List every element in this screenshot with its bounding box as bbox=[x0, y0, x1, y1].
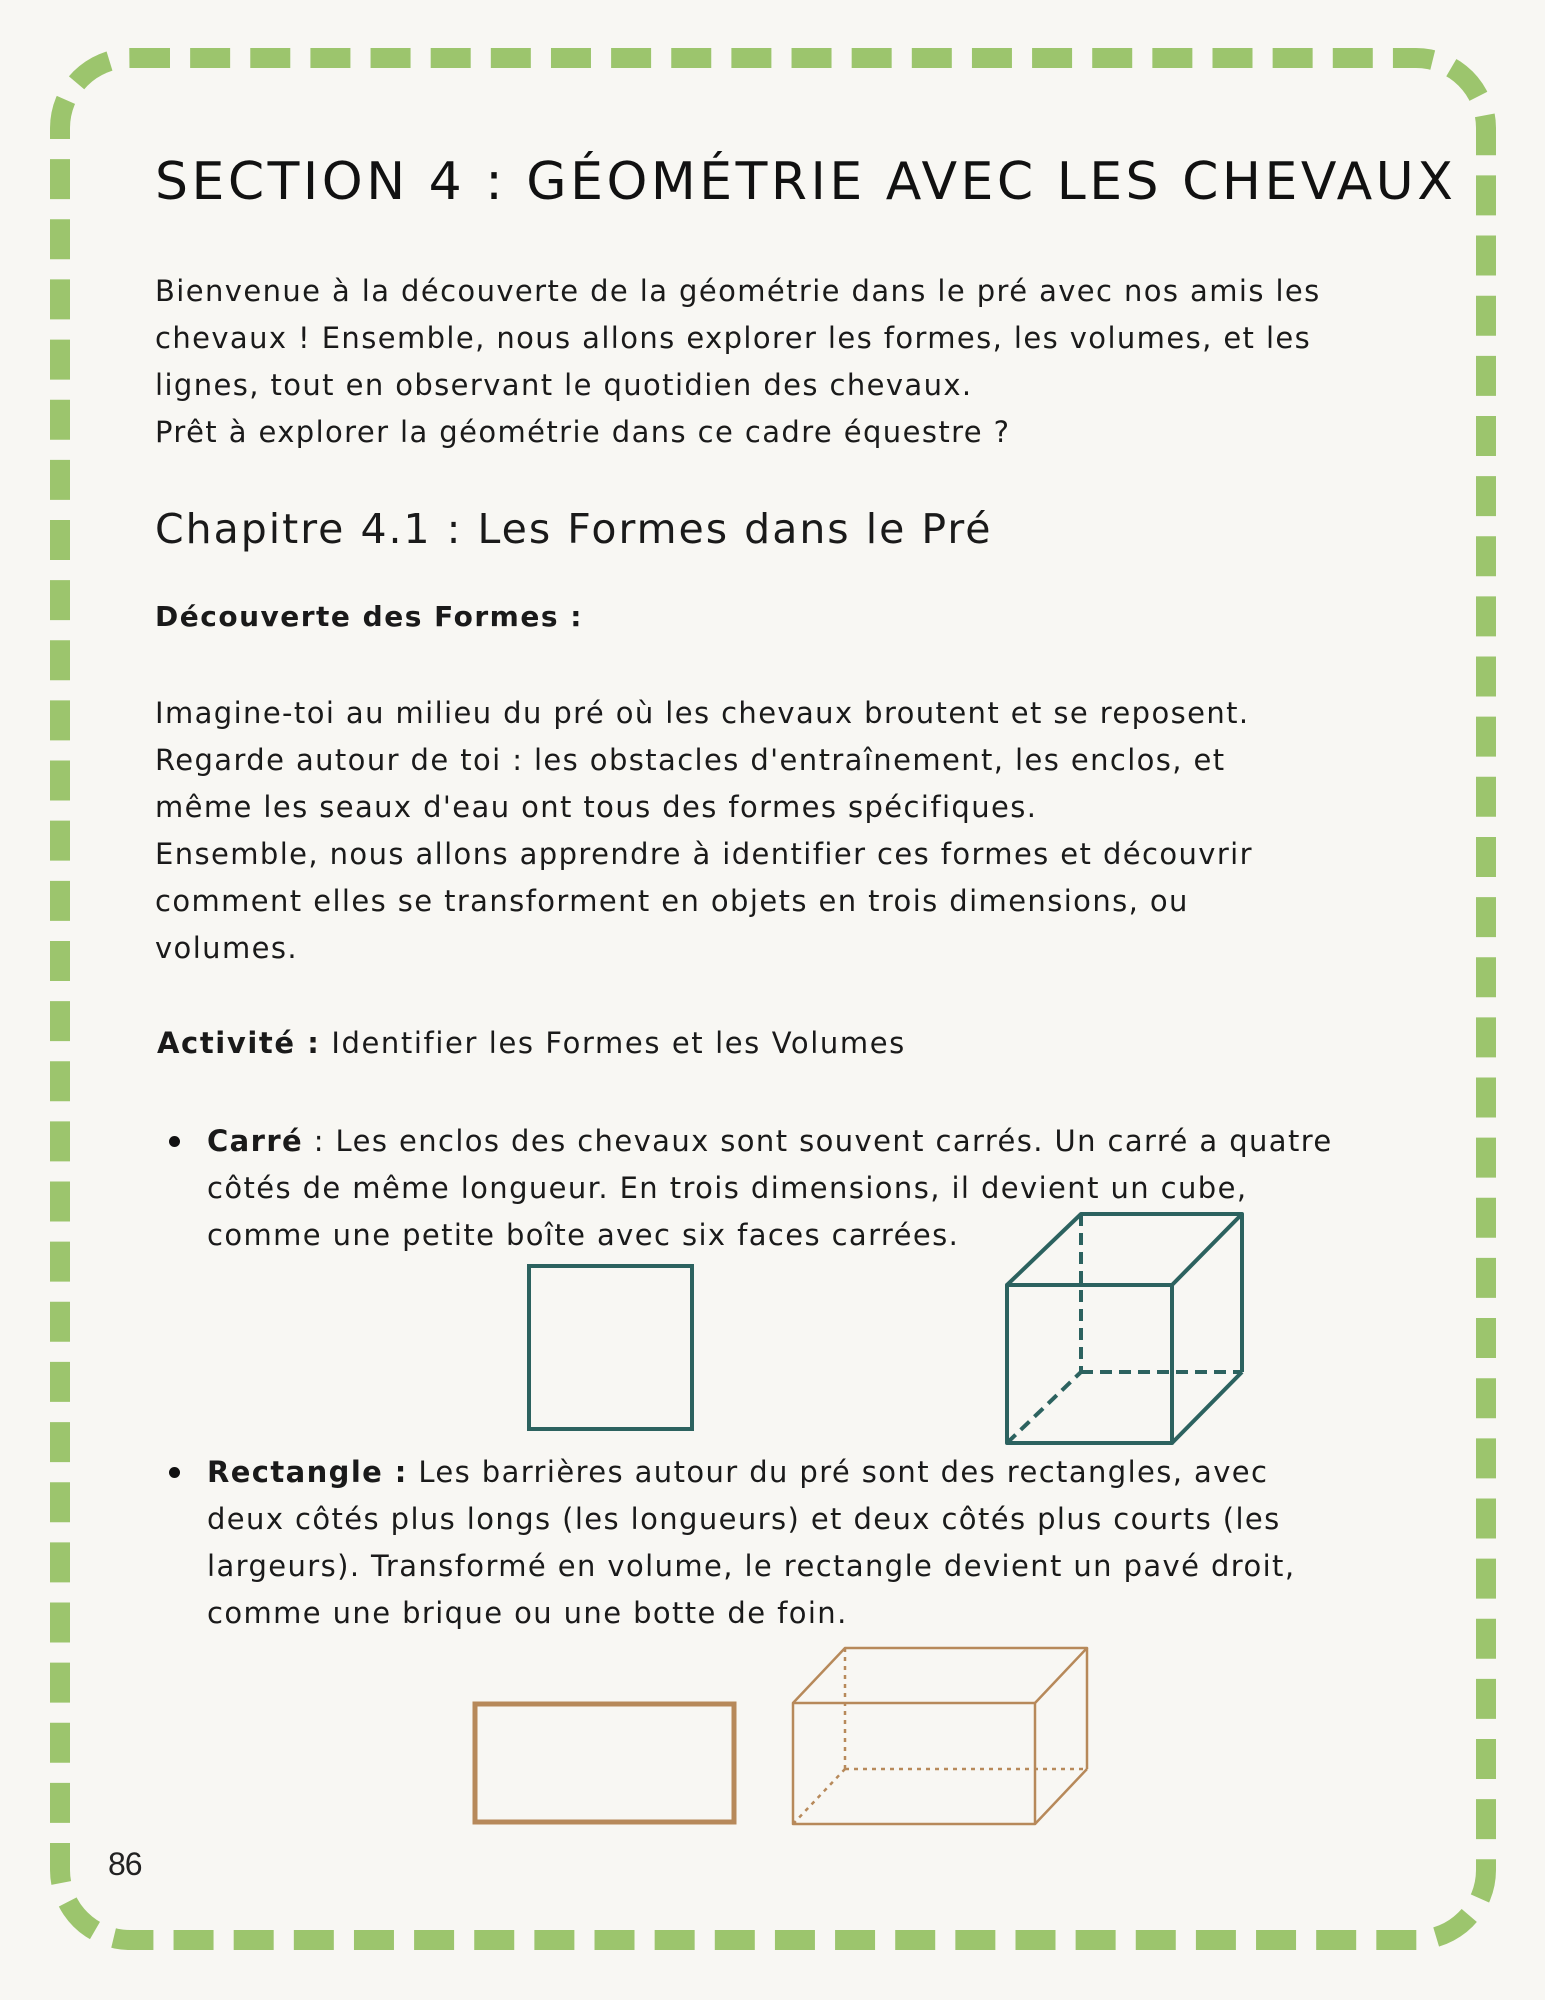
rectangle-illustration bbox=[472, 1701, 738, 1826]
cuboid-front-face bbox=[793, 1703, 1035, 1824]
discovery-line: Ensemble, nous allons apprendre à identifier ces formes et découvrir bbox=[155, 837, 1253, 871]
cube-hidden-edge bbox=[1007, 1372, 1081, 1443]
discovery-paragraph bbox=[155, 690, 1405, 972]
page-number: 86 bbox=[108, 1846, 142, 1882]
bullet-line: largeurs). Transformé en volume, le rectangle devient un pavé droit, bbox=[207, 1549, 1296, 1583]
activity-label: Activité : bbox=[157, 1026, 321, 1060]
bullet-text bbox=[207, 1449, 1397, 1637]
discovery-heading: Découverte des Formes : bbox=[155, 600, 583, 633]
discovery-line: volumes. bbox=[155, 931, 298, 965]
section-title: SECTION 4 : GÉOMÉTRIE AVEC LES CHEVAUX bbox=[155, 152, 1457, 212]
square-illustration bbox=[525, 1262, 697, 1434]
bullet-line: comme une brique ou une botte de foin. bbox=[207, 1596, 848, 1630]
cuboid-hidden-edge bbox=[793, 1769, 845, 1824]
cuboid-top-edges bbox=[793, 1648, 1087, 1703]
cube-illustration bbox=[1003, 1207, 1255, 1449]
activity-text: Identifier les Formes et les Volumes bbox=[320, 1026, 906, 1060]
bullet-line: comme une petite boîte avec six faces carrées. bbox=[207, 1218, 960, 1252]
square-shape bbox=[529, 1266, 692, 1429]
activity-line bbox=[157, 1026, 906, 1060]
cube-front-face bbox=[1007, 1285, 1172, 1443]
cuboid-illustration bbox=[790, 1644, 1092, 1829]
intro-line: Bienvenue à la découverte de la géométrie dans le pré avec nos amis les bbox=[155, 274, 1321, 308]
bullet-line: deux côtés plus longs (les longueurs) et deux côtés plus courts (les bbox=[207, 1502, 1281, 1536]
discovery-line: Imagine-toi au milieu du pré où les chevaux broutent et se reposent. bbox=[155, 696, 1250, 730]
bullet-dot bbox=[169, 1136, 180, 1147]
intro-line: lignes, tout en observant le quotidien des chevaux. bbox=[155, 368, 973, 402]
cube-side-edge bbox=[1172, 1372, 1242, 1443]
discovery-line: même les seaux d'eau ont tous des formes spécifiques. bbox=[155, 790, 1038, 824]
bullet-line: : Les enclos des chevaux sont souvent carrés. Un carré a quatre bbox=[303, 1124, 1333, 1158]
rectangle-shape bbox=[475, 1704, 734, 1822]
bullet-dot bbox=[169, 1467, 180, 1478]
bullet-line: Les barrières autour du pré sont des rectangles, avec bbox=[407, 1455, 1269, 1489]
bullet-term: Carré bbox=[207, 1124, 304, 1158]
intro-line: chevaux ! Ensemble, nous allons explorer les formes, les volumes, et les bbox=[155, 321, 1312, 355]
cuboid-side-edge bbox=[1035, 1769, 1087, 1824]
bullet-term: Rectangle : bbox=[207, 1455, 408, 1489]
chapter-title: Chapitre 4.1 : Les Formes dans le Pré bbox=[155, 505, 993, 553]
discovery-line: Regarde autour de toi : les obstacles d'entraînement, les enclos, et bbox=[155, 743, 1226, 777]
bullet-line: côtés de même longueur. En trois dimensions, il devient un cube, bbox=[207, 1171, 1248, 1205]
intro-line: Prêt à explorer la géométrie dans ce cadre équestre ? bbox=[155, 415, 1011, 449]
cube-top-edges bbox=[1007, 1214, 1242, 1285]
intro-paragraph bbox=[155, 268, 1405, 456]
discovery-line: comment elles se transforment en objets en trois dimensions, ou bbox=[155, 884, 1189, 918]
